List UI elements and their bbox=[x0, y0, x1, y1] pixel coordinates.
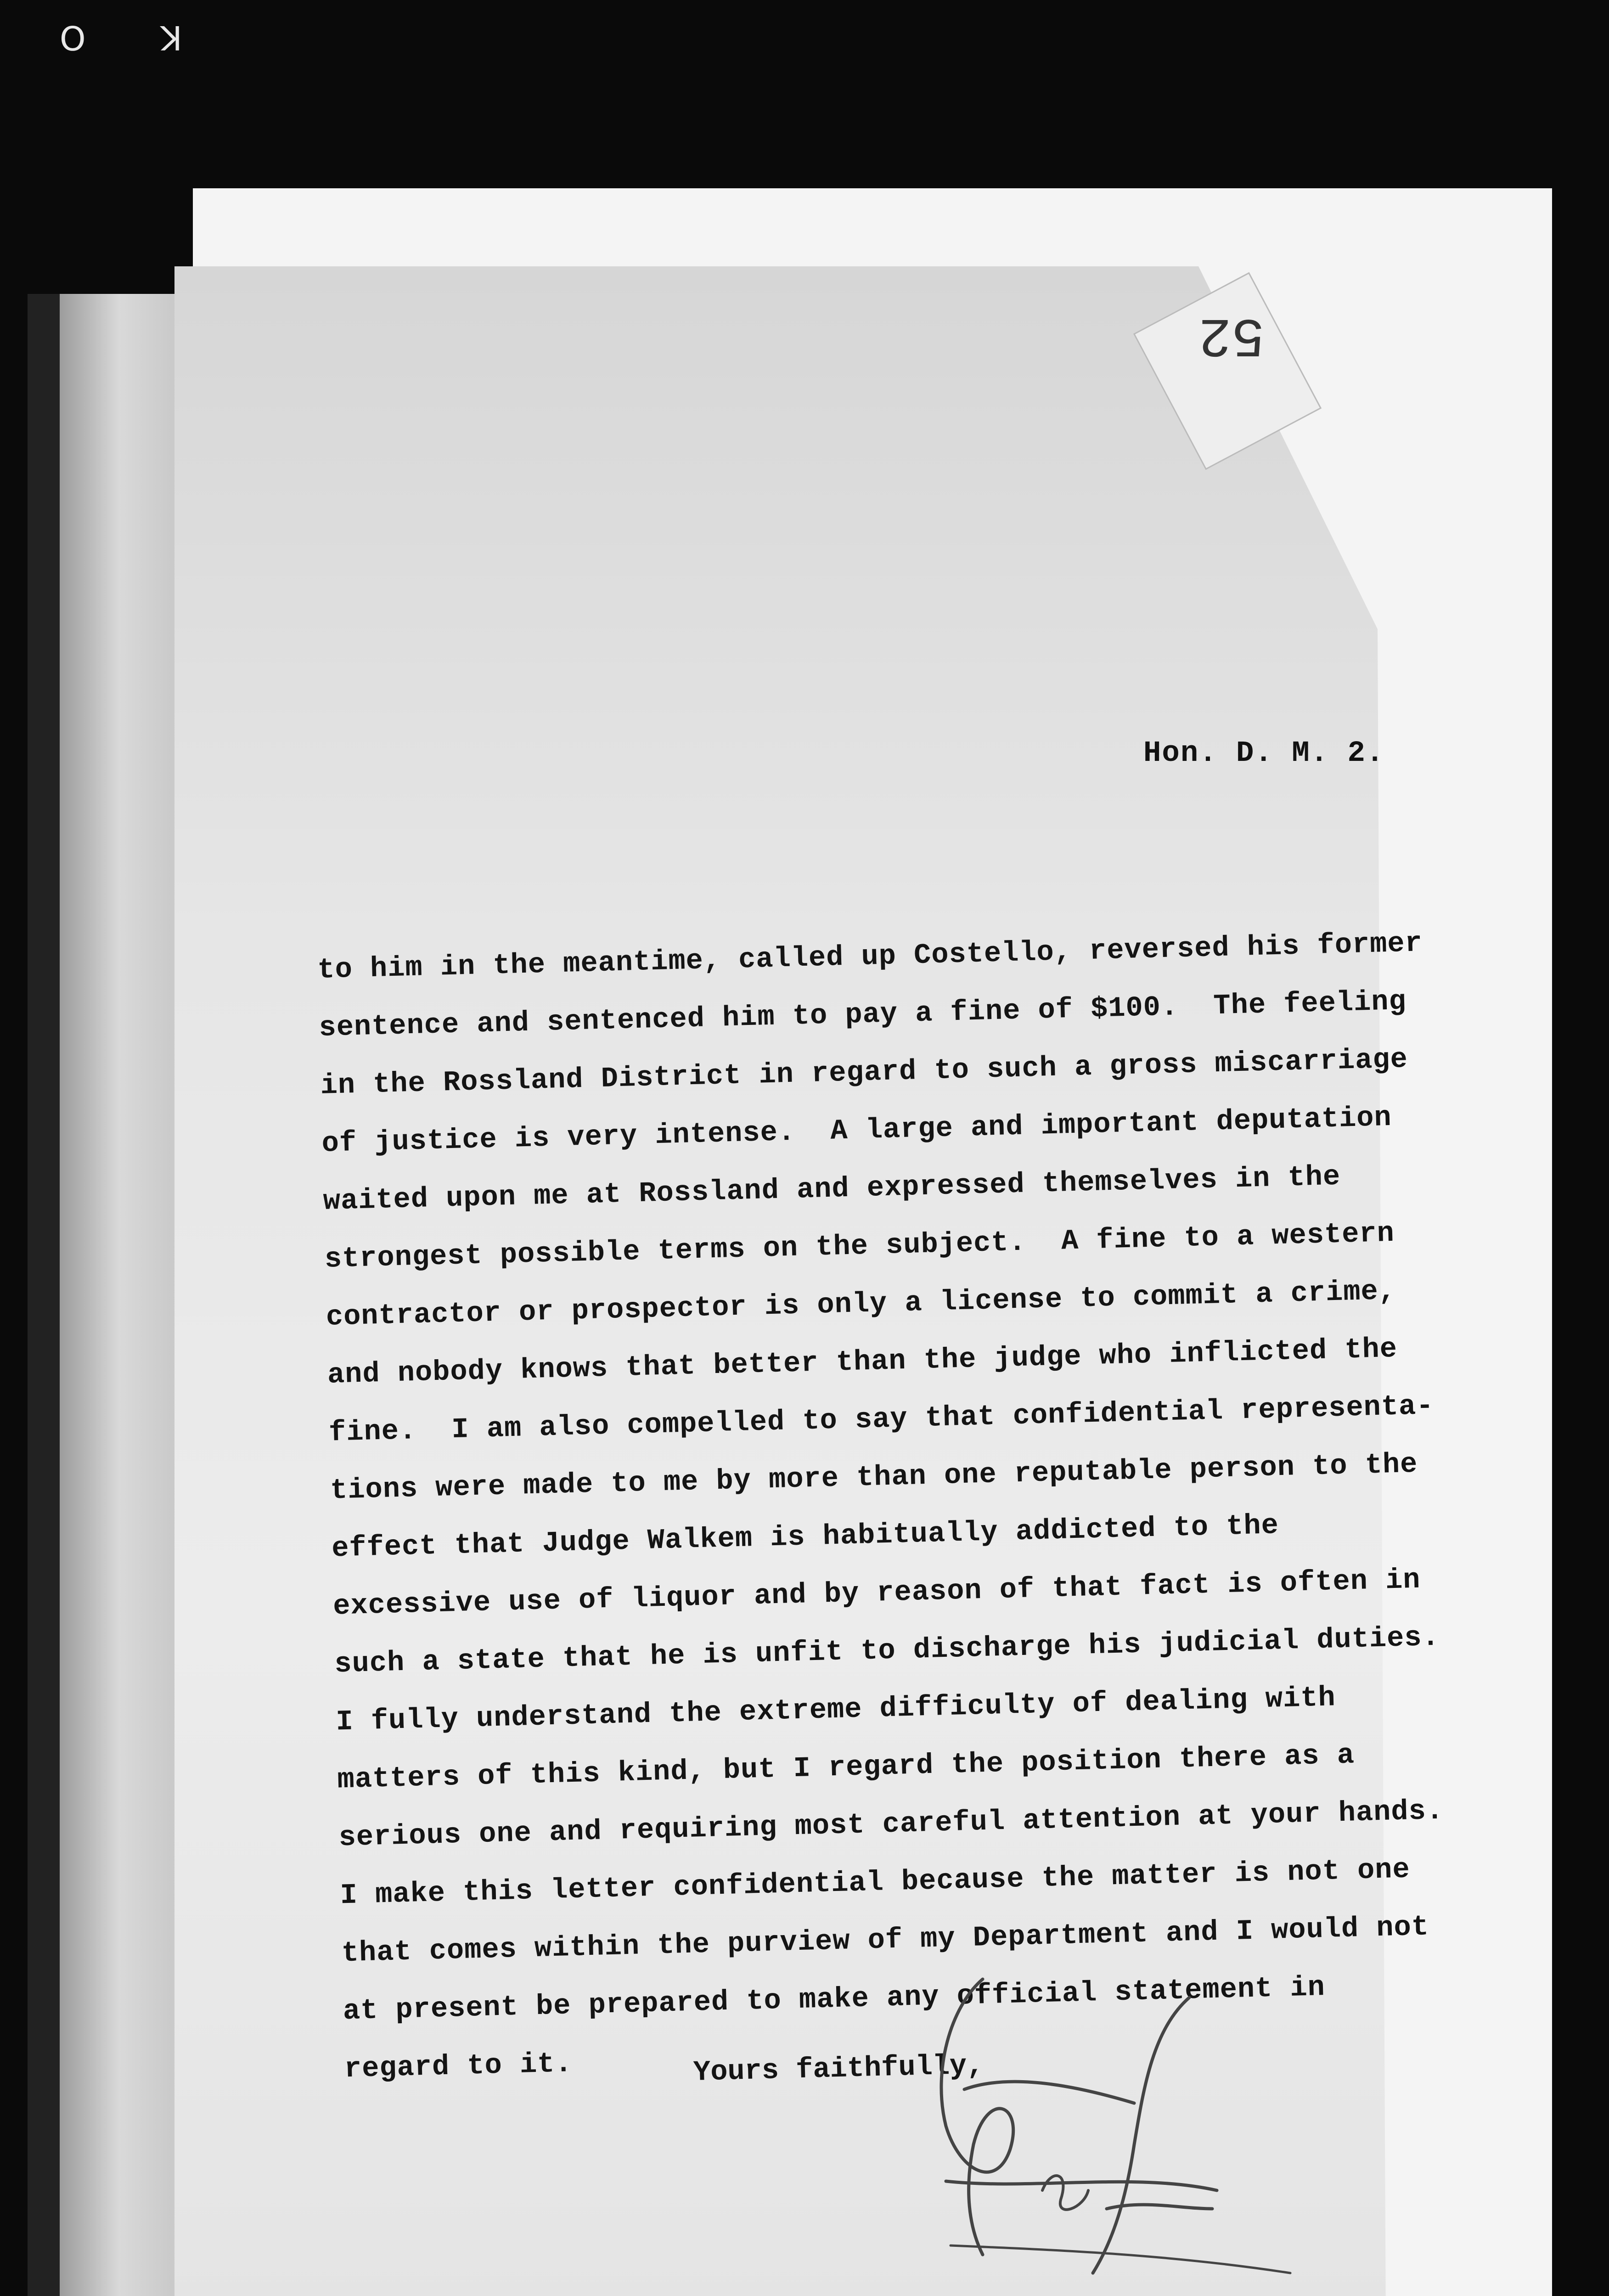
body-line: to him in the meantime, called up Costello, reversed his former bbox=[317, 927, 1423, 986]
body-line: I make this letter confidential because the matter is not one bbox=[339, 1853, 1411, 1912]
closing: Yours faithfully, bbox=[693, 2049, 985, 2089]
body-line: such a state that he is unfit to discharge his judicial duties. bbox=[334, 1621, 1440, 1681]
body-line: effect that Judge Walkem is habitually addicted to the bbox=[331, 1509, 1279, 1565]
body-line: sentence and sentenced him to pay a fine of $100. The feeling bbox=[318, 985, 1407, 1044]
body-line: serious one and requiring most careful attention at your hands. bbox=[338, 1794, 1444, 1854]
body-line: that comes within the purview of my Department and I would not bbox=[341, 1910, 1429, 1970]
body-line: at present be prepared to make any official statement in bbox=[343, 1971, 1326, 2028]
body-line: in the Rossland District in regard to such a gross miscarriage bbox=[320, 1043, 1408, 1102]
body-line: excessive use of liquor and by reason of that fact is often in bbox=[332, 1563, 1421, 1623]
body-line: and nobody knows that better than the judge who inflicted the bbox=[327, 1332, 1398, 1391]
body-line: contractor or prospector is only a license to commit a crime, bbox=[326, 1274, 1396, 1334]
body-line: strongest possible terms on the subject. A fine to a western bbox=[324, 1216, 1395, 1276]
body-line: waited upon me at Rossland and expressed themselves in the bbox=[322, 1160, 1341, 1218]
body-line: regard to it. bbox=[344, 2047, 573, 2086]
folio-number: 52 bbox=[1198, 303, 1265, 366]
body-line: I fully understand the extreme difficulty of dealing with bbox=[335, 1681, 1336, 1739]
left-page-fold bbox=[60, 294, 193, 2296]
body-line: of justice is very intense. A large and important deputation bbox=[321, 1101, 1392, 1160]
page-header: Hon. D. M. 2. bbox=[1143, 737, 1385, 770]
body-line: fine. I am also compelled to say that confidential representa- bbox=[328, 1389, 1435, 1449]
body-line: tions were made to me by more than one reputable person to the bbox=[330, 1447, 1418, 1507]
film-frame-marking: K O bbox=[28, 18, 182, 57]
body-line: matters of this kind, but I regard the position there as a bbox=[337, 1739, 1355, 1796]
signature bbox=[895, 1952, 1309, 2296]
letter-body bbox=[317, 914, 1447, 2098]
